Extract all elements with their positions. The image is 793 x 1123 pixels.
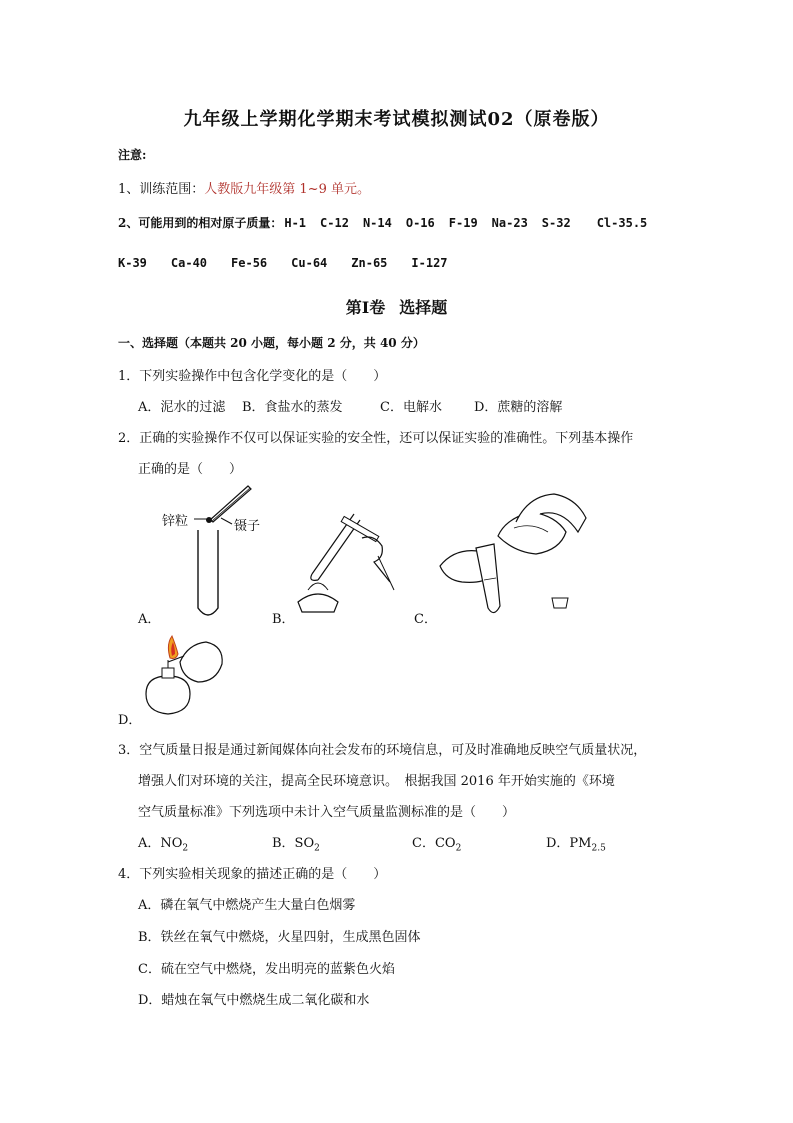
- part-heading: 一、选择题（本题共 20 小题，每小题 2 分，共 40 分）: [118, 336, 425, 350]
- q4-option-b[interactable]: B．铁丝在氧气中燃烧，火星四射，生成黑色固体: [138, 930, 421, 945]
- question-4-stem: 4．下列实验相关现象的描述正确的是（ ）: [118, 867, 387, 882]
- q4-option-d[interactable]: D．蜡烛在氧气中燃烧生成二氧化碳和水: [138, 993, 370, 1008]
- mass-k: K-39: [118, 256, 147, 270]
- q1-option-c[interactable]: C．电解水: [380, 400, 442, 415]
- notes-item-2-cont: [118, 256, 462, 270]
- question-3-stem-line3: 空气质量标准》下列选项中未计入空气质量监测标准的是（ ）: [138, 805, 516, 820]
- fig-a-label-zinc: 锌粒: [162, 514, 189, 529]
- q4-option-a[interactable]: A．磷在氧气中燃烧产生大量白色烟雾: [138, 898, 356, 913]
- mass-zn: Zn-65: [351, 256, 388, 270]
- q2-option-b[interactable]: B．: [272, 612, 295, 627]
- q3-option-a[interactable]: A．$NO_2$: [138, 836, 189, 854]
- q2-option-a[interactable]: A．: [138, 612, 161, 627]
- section-heading: [0, 295, 793, 318]
- mass-n: N-14: [362, 216, 392, 230]
- q3-option-c[interactable]: C．$CO_2$: [412, 836, 462, 854]
- mass-f: F-19: [448, 216, 478, 230]
- figure-c-pouring-liquid: [436, 488, 596, 618]
- mass-cl: Cl-35.5: [596, 216, 648, 230]
- question-3-stem-line1: 3．空气质量日报是通过新闻媒体向社会发布的环境信息，可及时准确地反映空气质量状况，: [118, 743, 647, 758]
- figure-d-alcohol-lamps: [140, 632, 230, 722]
- notes-item-1-range: 人教版九年级第 1~9 单元。: [204, 182, 370, 197]
- mass-h: H-1: [284, 216, 307, 230]
- mass-fe: Fe-56: [231, 256, 268, 270]
- page-title: 九年级上学期化学期末考试模拟测试02（原卷版）: [183, 109, 610, 130]
- q1-option-a[interactable]: A．泥水的过滤: [138, 400, 226, 415]
- mass-na: Na-23: [491, 216, 528, 230]
- q4-option-c[interactable]: C．硫在空气中燃烧，发出明亮的蓝紫色火焰: [138, 962, 395, 977]
- mass-i: I-127: [411, 256, 448, 270]
- q3-option-d[interactable]: D．$PM_{2.5}$: [546, 836, 606, 854]
- q2-option-d[interactable]: D．: [118, 713, 142, 728]
- question-2-stem-line1: 2．正确的实验操作不仅可以保证实验的安全性，还可以保证实验的准确性。下列基本操作: [118, 431, 634, 446]
- notes-item-2-prefix: 2、可能用到的相对原子质量：: [118, 216, 283, 230]
- section-name: 选择题: [399, 298, 448, 317]
- q3-option-b[interactable]: B．$SO_2$: [272, 836, 320, 854]
- q1-option-d[interactable]: D．蔗糖的溶解: [474, 400, 563, 415]
- figure-b-heating-tube: [290, 510, 400, 620]
- mass-s: S-32: [541, 216, 571, 230]
- question-2-stem-line2: 正确的是（ ）: [138, 462, 243, 477]
- notes-heading: 注意:: [118, 148, 147, 162]
- notes-item-2: [118, 214, 661, 231]
- question-1-stem: 1．下列实验操作中包含化学变化的是（ ）: [118, 369, 387, 384]
- question-1-options: [138, 396, 562, 415]
- q2-option-c[interactable]: C．: [414, 612, 437, 627]
- question-3-stem-line2: 增强人们对环境的关注，提高全民环境意识。 根据我国 2016 年开始实施的《环境: [138, 774, 615, 789]
- figure-a-test-tube: [150, 480, 270, 620]
- section-title: 第Ⅰ卷: [345, 298, 386, 317]
- notes-item-1-prefix: 1、训练范围：: [118, 182, 205, 197]
- mass-ca: Ca-40: [170, 256, 208, 270]
- fig-a-label-tweezers: 镊子: [234, 519, 261, 534]
- notes-item-1: [118, 178, 370, 197]
- q1-option-b[interactable]: B．食盐水的蒸发: [242, 400, 343, 415]
- mass-c: C-12: [320, 216, 349, 230]
- mass-cu: Cu-64: [291, 256, 328, 270]
- mass-o: O-16: [405, 216, 435, 230]
- question-3-options: [138, 832, 606, 854]
